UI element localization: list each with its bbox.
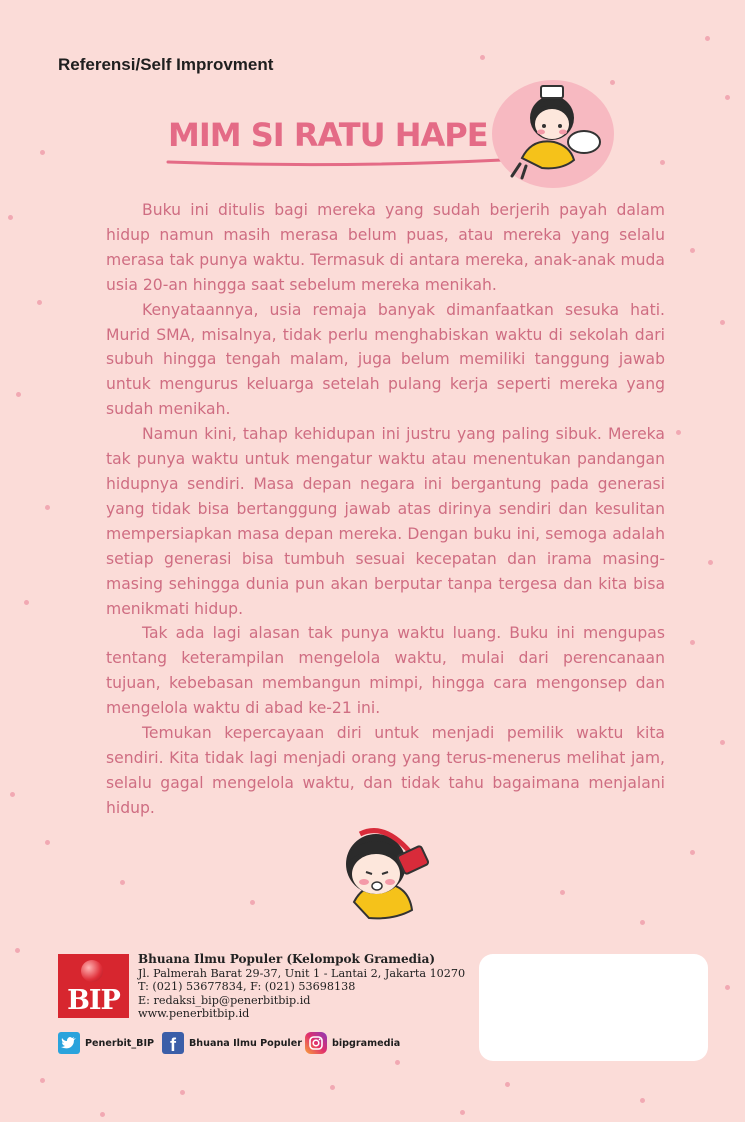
publisher-email: E: redaksi_bip@penerbitbip.id (138, 993, 311, 1007)
publisher-website: www.penerbitbip.id (138, 1007, 250, 1021)
logo-ball (81, 960, 103, 982)
twitter-handle: Penerbit_BIP (85, 1037, 155, 1049)
description-paragraph: Tak ada lagi alasan tak punya waktu luang. Buku ini mengupas tentang keterampilan mengelola waktu, mulai dari perencanaan tujuan, kebebasan membangun mimpi, hingga cara mengonsep dan mengelola waktu di abad ke-21 ini. (106, 624, 665, 718)
publisher-address: Jl. Palmerah Barat 29-37, Unit 1 - Lantai 2, Jakarta 10270 (138, 966, 466, 980)
publisher-name: Bhuana Ilmu Populer (Kelompok Gramedia) (138, 952, 436, 966)
book-title: MIM SI RATU HAPE (168, 116, 488, 154)
category-label: Referensi/Self Improvment (58, 55, 274, 74)
facebook-handle: Bhuana Ilmu Populer (189, 1037, 302, 1049)
mim-avatar-illustration (492, 80, 614, 188)
description-paragraph: Buku ini ditulis bagi mereka yang sudah berjerih payah dalam hidup namun masih merasa belum puas, atau mereka yang selalu merasa tak punya waktu. Termasuk di antara mereka, anak-anak muda usia 20-an hingga saat sebelum mereka menikah. (106, 201, 665, 294)
book-description (106, 198, 665, 821)
girl-with-phone-illustration (334, 822, 434, 926)
title-underline (166, 156, 506, 170)
social-twitter (58, 1031, 154, 1055)
description-paragraph: Temukan kepercayaan diri untuk menjadi pemilik waktu kita sendiri. Kita tidak lagi menjadi orang yang terus-menerus melihat jam, selalu gagal mengelola waktu, dan tidak tahu bagaimana menjalani hidup. (106, 724, 665, 817)
twitter-icon (58, 1032, 80, 1054)
description-paragraph: Namun kini, tahap kehidupan ini justru yang paling sibuk. Mereka tak punya waktu untuk mengatur waktu atau menentukan pandangan hidupnya sendiri. Masa depan negara ini bergantung pada generasi yang tidak bisa bertanggung jawab atas dirinya sendiri dan kesulitan mempersiapkan masa depan mereka. Dengan buku ini, semoga adalah setiap generasi bisa tumbuh sesuai kecepatan dan irama masing-masing sehingga dunia pun akan berputar tanpa tergesa dan kita bisa menikmati hidup. (106, 425, 665, 618)
instagram-handle: bipgramedia (332, 1037, 401, 1049)
social-instagram (305, 1031, 400, 1055)
logo-text: BIP (67, 985, 120, 1016)
facebook-icon: f (162, 1032, 184, 1054)
barcode-area (479, 954, 708, 1061)
instagram-icon (305, 1032, 327, 1054)
social-facebook (162, 1031, 302, 1055)
publisher-info (138, 953, 465, 1021)
description-paragraph: Kenyataannya, usia remaja banyak dimanfaatkan sesuka hati. Murid SMA, misalnya, tidak perlu menghabiskan waktu di sekolah dari subuh hingga tengah malam, juga belum memiliki tanggung jawab untuk mengurus keluarga setelah pulang kerja seperti mereka yang sudah menikah. (106, 300, 665, 419)
bip-logo (58, 954, 129, 1018)
publisher-phone: T: (021) 53677834, F: (021) 53698138 (138, 980, 356, 994)
